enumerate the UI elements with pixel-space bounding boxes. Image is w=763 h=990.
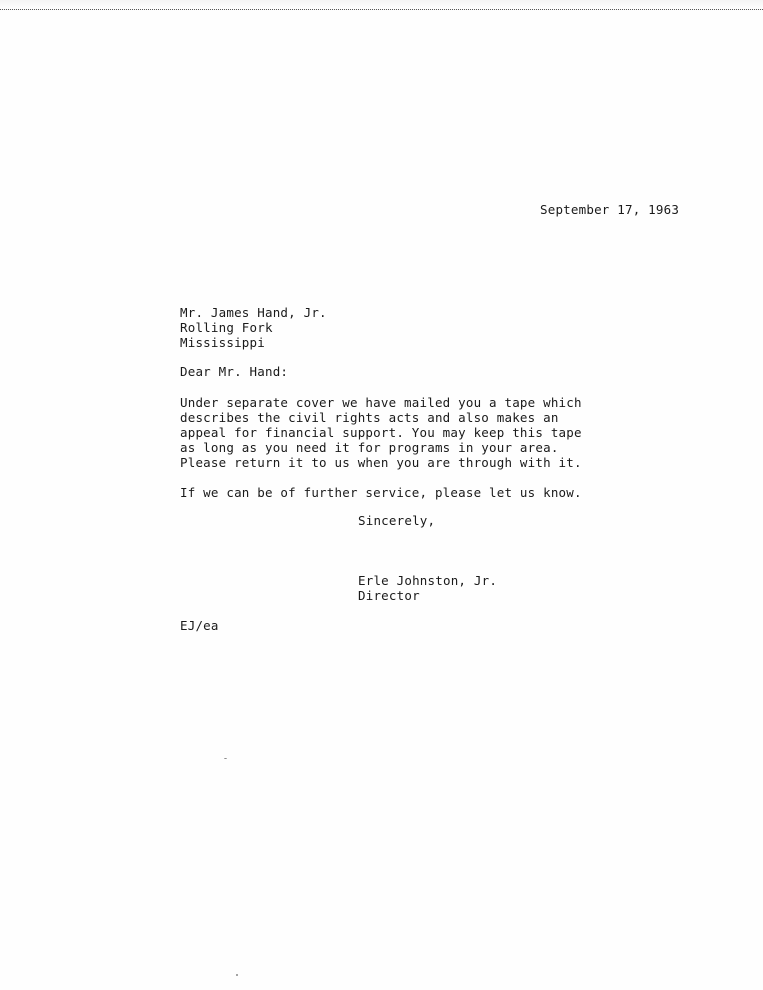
recipient-city: Rolling Fork [180,320,273,335]
body-line: appeal for financial support. You may keep this tape [180,425,582,440]
salutation: Dear Mr. Hand: [180,364,289,379]
closing-paragraph: If we can be of further service, please let us know. [180,485,582,500]
body-line: Please return it to us when you are through with it. [180,455,582,470]
typist-initials: EJ/ea [180,618,219,633]
letter-date: September 17, 1963 [540,202,680,217]
body-line: Under separate cover we have mailed you a tape which [180,395,582,410]
body-line: describes the civil rights acts and also makes an [180,410,559,425]
signer-name: Erle Johnston, Jr. [358,573,498,588]
scan-speck [224,758,227,759]
scan-speck [236,974,238,976]
recipient-state: Mississippi [180,335,265,350]
recipient-name: Mr. James Hand, Jr. [180,305,327,320]
body-line: as long as you need it for programs in your area. [180,440,559,455]
page-top-edge [0,0,763,10]
closing: Sincerely, [358,513,436,528]
signer-title: Director [358,588,420,603]
